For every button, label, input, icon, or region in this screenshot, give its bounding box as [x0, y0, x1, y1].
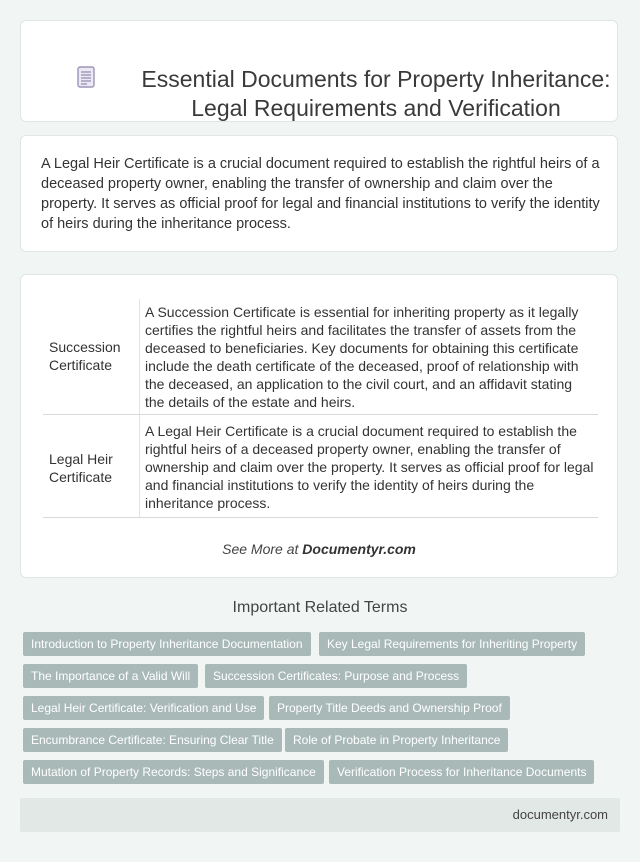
- related-tag[interactable]: Legal Heir Certificate: Verification and Use: [23, 696, 264, 720]
- related-tag[interactable]: Role of Probate in Property Inheritance: [285, 728, 508, 752]
- related-tag[interactable]: Introduction to Property Inheritance Documentation: [23, 632, 311, 656]
- document-icon: [77, 66, 95, 88]
- see-more-site: Documentyr.com: [302, 541, 416, 557]
- row-description: A Succession Certificate is essential for inheriting property as it legally certifies the rightful heirs and facilitates the transfer of assets from the deceased to beneficiaries. Key documents for obtaining this certificate include the death certificate of the deceased, proof of relationship with the deceased, an application to the civil court, and an affidavit stating the details of the estate and heirs.: [145, 304, 579, 410]
- table-row: [43, 415, 598, 518]
- column-divider: [139, 415, 140, 517]
- definitions-table: [20, 274, 618, 578]
- related-tag[interactable]: The Importance of a Valid Will: [23, 664, 198, 688]
- see-more-link[interactable]: [21, 541, 617, 557]
- related-tag[interactable]: Verification Process for Inheritance Documents: [329, 760, 594, 784]
- row-term: Succession Certificate: [49, 339, 121, 373]
- row-description: A Legal Heir Certificate is a crucial document required to establish the rightful heirs of a deceased property owner, enabling the transfer of ownership and claim over the property. It serves as official proof for legal and financial institutions to verify the identity of heirs during the inheritance process.: [145, 423, 594, 511]
- related-terms-title: Important Related Terms: [232, 599, 408, 616]
- related-tag[interactable]: Mutation of Property Records: Steps and Significance: [23, 760, 324, 784]
- intro-text: A Legal Heir Certificate is a crucial document required to establish the rightful heirs of a deceased property owner, enabling the transfer of ownership and claim over the property. It serves as official proof for legal and financial institutions to verify the identity of heirs during the inheritance process.: [41, 156, 600, 232]
- title-card: [20, 20, 618, 122]
- table-row: [43, 299, 598, 415]
- footer-site[interactable]: documentyr.com: [512, 807, 608, 822]
- row-term: Legal Heir Certificate: [49, 451, 113, 485]
- related-tag[interactable]: Succession Certificates: Purpose and Process: [205, 664, 467, 688]
- related-tag[interactable]: Encumbrance Certificate: Ensuring Clear Title: [23, 728, 282, 752]
- page-title: Essential Documents for Property Inheritance: Legal Requirements and Verification: [141, 66, 611, 121]
- related-tag[interactable]: Property Title Deeds and Ownership Proof: [269, 696, 510, 720]
- footer: [20, 798, 620, 832]
- column-divider: [139, 299, 140, 414]
- see-more-prefix: See More at: [222, 541, 303, 557]
- intro-card: [20, 135, 618, 252]
- related-tag[interactable]: Key Legal Requirements for Inheriting Property: [319, 632, 585, 656]
